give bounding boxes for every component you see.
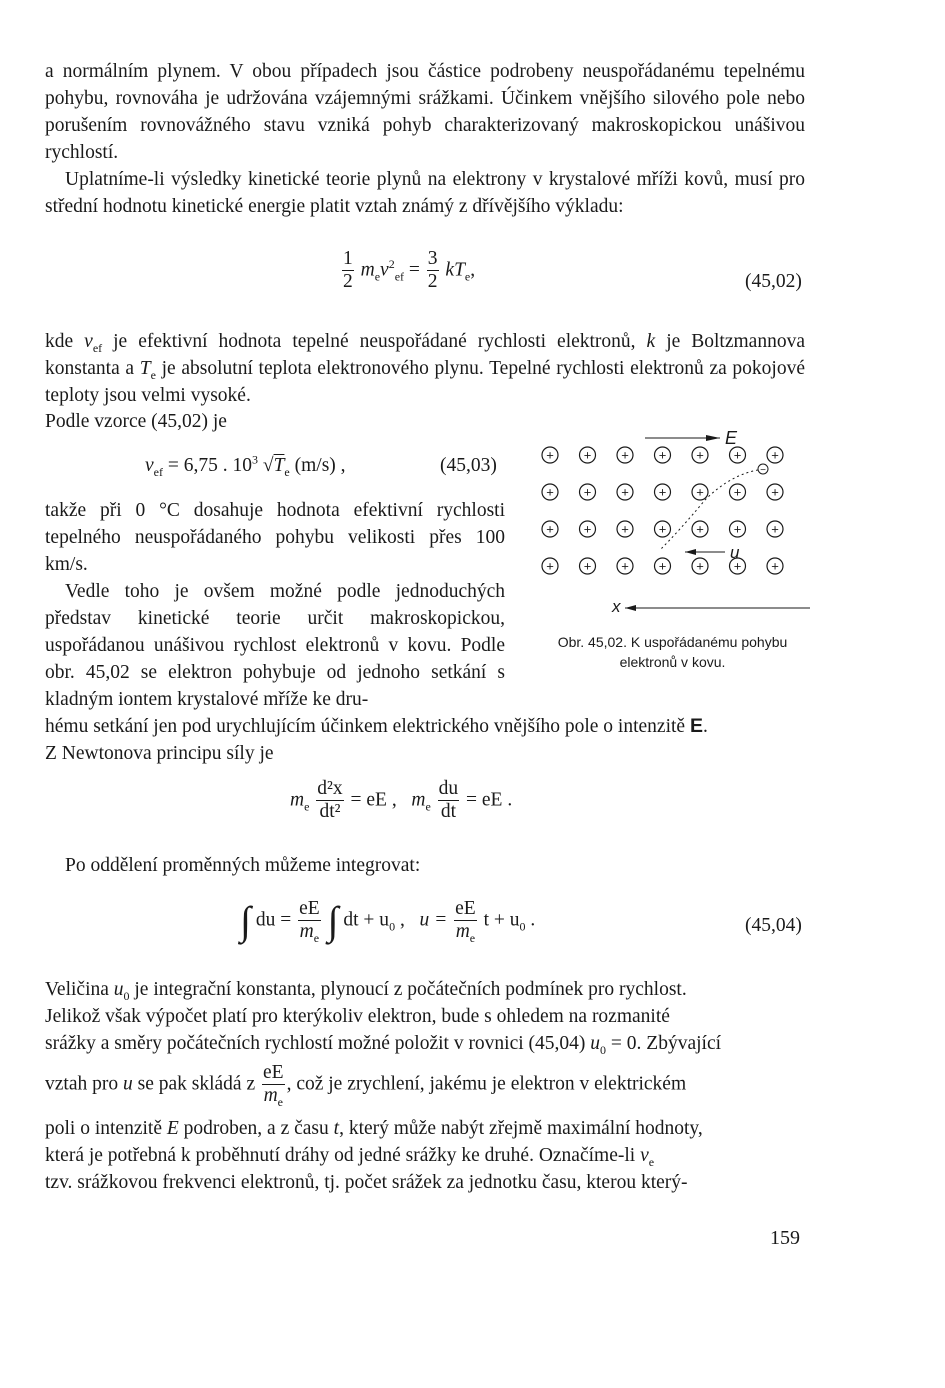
ion-symbol: + (771, 484, 779, 500)
paragraph-drift-continued: hému setkání jen pod urychlujícím účinkem elektrického vnějšího pole o intenzitě E. (45, 715, 708, 737)
x-arrow-icon (625, 605, 636, 611)
page-number: 159 (770, 1227, 800, 1249)
ion-symbol: + (658, 521, 667, 537)
label-x: x (612, 597, 621, 616)
equation-45-02: $\frac{1}{2}$ $m_ev^2_{ef}$ = $\frac{3}{2}$ $kT_e$, (343, 248, 476, 293)
paragraph-kinetic-theory: Uplatníme-li výsledky kinetické teorie plynů na elektrony v krystalové mříži kovů, musí pro střední hodnotu kinetické energie platit vztah známý z dřívějšího výkladu: (45, 169, 805, 217)
fraction-eE-me-2: $\frac{eE}{m_e}$ (455, 898, 476, 946)
electron-symbol: − (760, 465, 766, 476)
ion-symbol: + (621, 521, 629, 537)
ion-symbol: + (658, 484, 667, 500)
figure-caption: Obr. 45,02. K uspořádanému pohybu elektronů v kovu. (557, 634, 788, 670)
ion-symbol: + (696, 521, 704, 537)
ion-symbol: + (733, 484, 742, 500)
ion-symbol: + (733, 558, 742, 574)
ion-symbol: + (546, 484, 554, 500)
ion-symbol: + (583, 447, 592, 463)
ion-symbol: + (733, 521, 742, 537)
figure-lattice (530, 425, 820, 625)
text-line-7: tzv. srážkovou frekvenci elektronů, tj. počet srážek za jednotku času, kterou který- (45, 1172, 688, 1193)
ion-symbol: + (658, 447, 667, 463)
ion-lattice (542, 447, 783, 574)
ion-symbol: + (583, 521, 592, 537)
ion-symbol: + (546, 521, 554, 537)
equation-newton: $m_e$ $\frac{\text{d²x}}{\text{dt²}}$ = eE , $m_e$ $\frac{du}{dt}$ = eE . (290, 778, 513, 823)
label-u: u (730, 543, 740, 562)
equation-number-45-04: (45,04) (745, 915, 802, 936)
paragraph-newton: Z Newtonova principu síly je (45, 743, 274, 764)
ion-symbol: + (696, 447, 704, 463)
paragraph-intro: a normálním plynem. V obou případech jsou částice podrobeny neuspořádanému tepelnému pohybu, rovnováha je udržována vzájemnými srážkami. Účinkem vnějšího silového pole nebo porušením rovnovážného stavu vzniká pohyb charakterizovaný makroskopickou unášivou rychlostí. (45, 61, 805, 163)
paragraph-drift-velocity: Vedle toho je ovšem možné podle jednoduchých představ kinetické teorie určit makroskopickou, uspořádanou unášivou rychlost elektronů v kovu. Podle obr. 45,02 se elektron pohybuje od jednoho setkání s kladným iontem krystalové mříže ke dru- (45, 581, 505, 710)
text-line-5: poli o intenzitě E podroben, a z času t, který může nabýt zřejmě maximální hodnoty, (45, 1118, 703, 1139)
ion-symbol: + (546, 558, 554, 574)
fraction-acceleration: $\frac{eE}{m_e}$ (262, 1062, 284, 1110)
fraction-d2x-dt2: $\frac{\text{d²x}}{\text{dt²}}$ (317, 778, 343, 823)
fraction-du-dt: $\frac{du}{dt}$ (438, 778, 459, 823)
text-line-4: vztah pro u se pak skládá z $\frac{eE}{m_e}$ , což je zrychlení, jakému je elektron v elektrickém (45, 1062, 687, 1110)
ion-symbol: + (733, 447, 742, 463)
text-line-3: srážky a směry počátečních rychlostí možné položit v rovnici (45,04) $u_0 = 0$. Zbývající (45, 1033, 722, 1057)
paragraph-formula-intro: Podle vzorce (45,02) je (45, 411, 227, 432)
ion-symbol: + (621, 484, 629, 500)
fraction-three-half: $\frac{3}{2}$ (427, 248, 438, 293)
ion-symbol: + (771, 447, 779, 463)
equation-number-45-02: (45,02) (745, 271, 802, 292)
ion-symbol: + (696, 484, 704, 500)
ion-symbol: + (696, 558, 704, 574)
equation-45-03: $v_{ef} = 6,75$ . $10^3$ $√T_e$ (m/s) , (145, 452, 346, 479)
text-line-u0: Veličina $u_0$ je integrační konstanta, plynoucí z počátečních podmínek pro rychlost. (45, 979, 687, 1003)
ion-symbol: + (583, 558, 592, 574)
text-line-6: která je potřebná k proběhnutí dráhy od jedné srážky ke druhé. Označíme-li $v_e$ (45, 1145, 655, 1169)
equation-number-45-03: (45,03) (440, 455, 497, 476)
electron-path (660, 470, 758, 550)
ion-symbol: + (771, 558, 779, 574)
fraction-eE-me: $\frac{eE}{m_e}$ (299, 898, 320, 946)
field-arrow-icon (706, 435, 720, 441)
paragraph-definitions: kde $v_{ef}$ je efektivní hodnota tepelné neuspořádané rychlosti elektronů, k je Boltzmannova konstanta a $T_e$ je absolutní teplota elektronového plynu. Tepelné rychlosti elektronů za pokojové teploty jsou velmi vysoké. (45, 331, 806, 406)
ion-symbol: + (771, 521, 779, 537)
velocity-arrow-icon (685, 549, 696, 555)
ion-symbol: + (546, 447, 554, 463)
ion-symbol: + (658, 558, 667, 574)
paragraph-thermal-velocity: takže při 0 °C dosahuje hodnota efektivní rychlosti tepelného neuspořádaného pohybu velikosti přes 100 km/s. (45, 500, 505, 575)
paragraph-integrate: Po oddělení proměnných můžeme integrovat: (65, 855, 421, 876)
equation-45-04: ∫ du = $\frac{eE}{m_e}$ ∫ dt + $u_0$ , u = $\frac{eE}{m_e}$ $t + u_0$ . (240, 897, 536, 946)
label-E: E (725, 428, 738, 448)
ion-symbol: + (621, 558, 629, 574)
fraction-one-half: $\frac{1}{2}$ (343, 248, 353, 293)
text-line-2: Jelikož však výpočet platí pro kterýkoliv elektron, bude s ohledem na rozmanité (45, 1006, 670, 1027)
ion-symbol: + (583, 484, 592, 500)
ion-symbol: + (621, 447, 629, 463)
